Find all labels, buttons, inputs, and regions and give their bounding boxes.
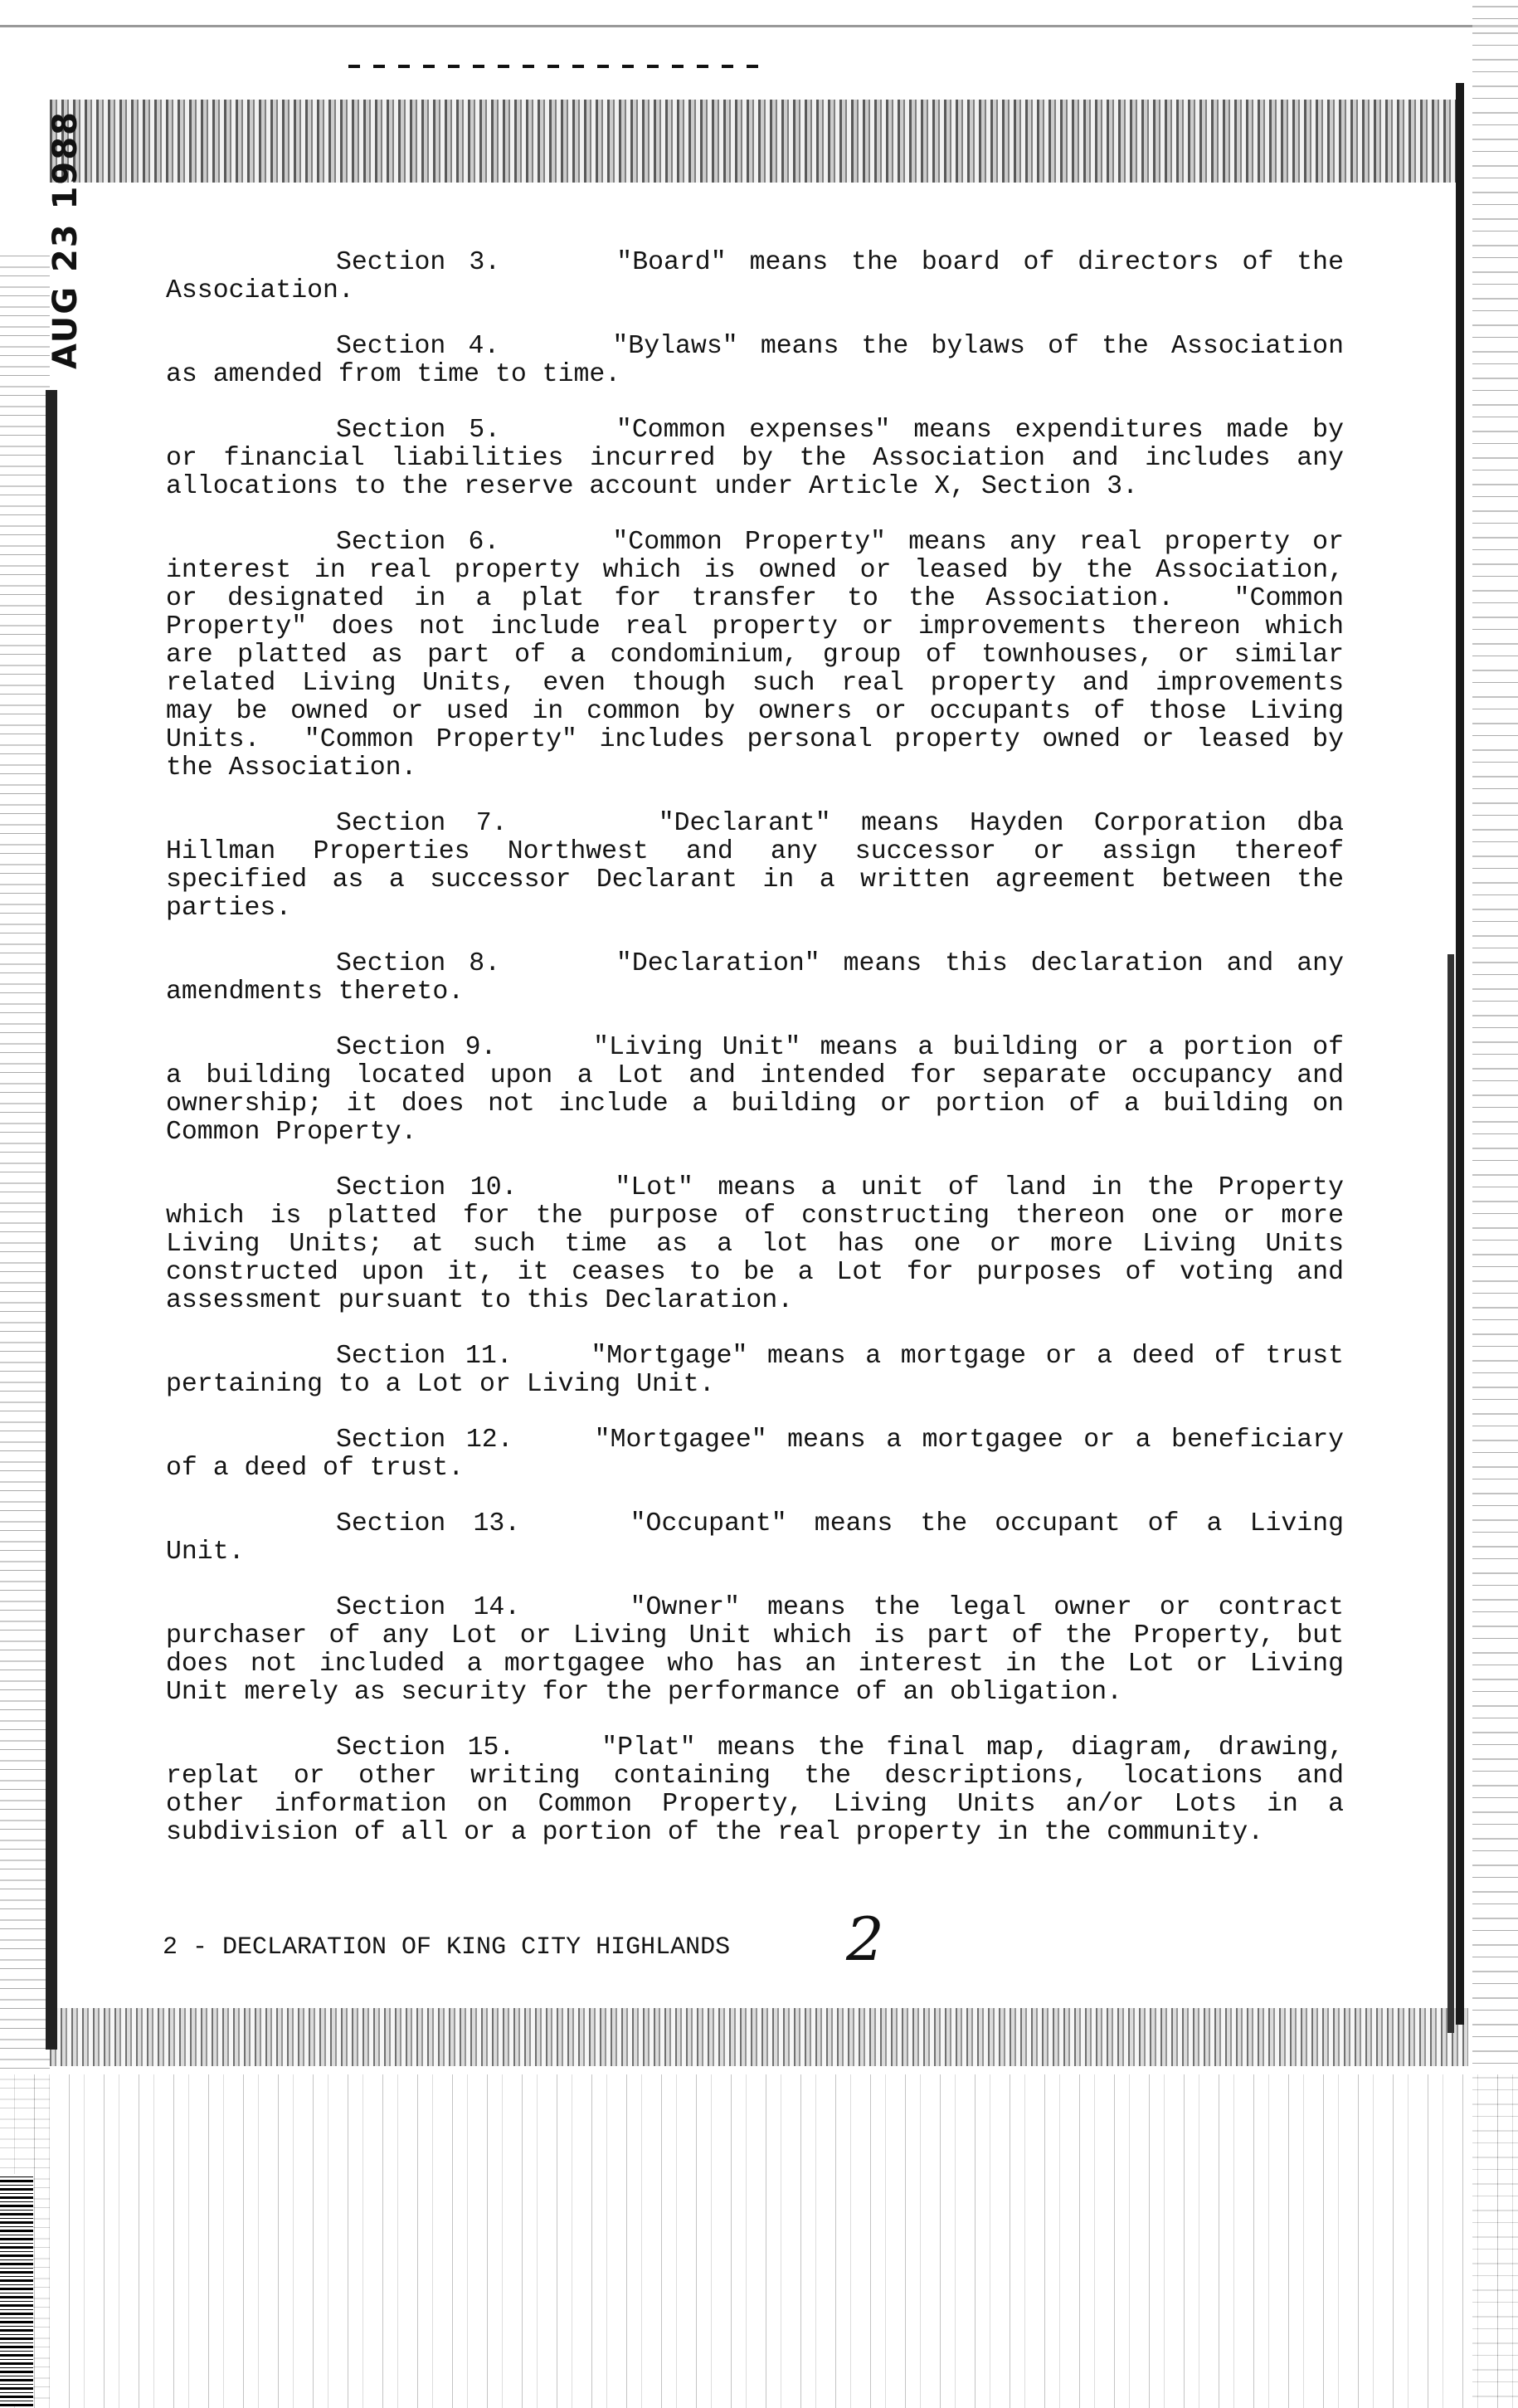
section-text-line: the Association.	[166, 753, 417, 782]
section-text-line: related Living Units, even though such real property and improvements	[166, 669, 1344, 698]
section-heading-line: Section 8. "Declaration" means this declaration and any	[336, 949, 1344, 978]
section-text-line: Unit merely as security for the performance of an obligation.	[166, 1678, 1123, 1707]
section-text-line: Property" does not include real property or improvements thereon which	[166, 612, 1344, 641]
section-heading-line: Section 14. "Owner" means the legal owner or contract	[336, 1593, 1344, 1622]
section-text-line: ownership; it does not include a building or portion of a building on	[166, 1089, 1344, 1119]
section-text-line: subdivision of all or a portion of the real property in the community.	[166, 1818, 1264, 1847]
section-text-line: are platted as part of a condominium, group of townhouses, or similar	[166, 641, 1344, 670]
section-heading-line: Section 5. "Common expenses" means expenditures made by	[336, 416, 1344, 445]
section-paragraph	[166, 1594, 1344, 1707]
section-paragraph	[166, 1034, 1344, 1147]
scan-dashed-rule	[348, 65, 763, 68]
scan-noise-bottom	[50, 2008, 1468, 2066]
scan-noise-top	[50, 100, 1460, 183]
section-text-line: as amended from time to time.	[166, 360, 621, 389]
section-text-line: replat or other writing containing the descriptions, locations and	[166, 1762, 1344, 1791]
section-text-line: Living Units; at such time as a lot has one or more Living Units	[166, 1230, 1344, 1259]
section-heading-line: Section 6. "Common Property" means any real property or	[336, 528, 1344, 557]
section-heading-line: Section 10. "Lot" means a unit of land in the Property	[336, 1173, 1344, 1202]
section-heading-line: Section 7. "Declarant" means Hayden Corporation dba	[336, 809, 1344, 838]
section-text-line: parties.	[166, 894, 292, 923]
section-heading-line: Section 4. "Bylaws" means the bylaws of the Association	[336, 332, 1344, 361]
section-heading-line: Section 11. "Mortgage" means a mortgage or a deed of trust	[336, 1342, 1344, 1371]
section-paragraph	[166, 810, 1344, 923]
section-paragraph	[166, 950, 1344, 1007]
scan-speckle-bottom	[0, 2074, 1518, 2408]
section-text-line: a building located upon a Lot and intended for separate occupancy and	[166, 1061, 1344, 1090]
section-text-line: amendments thereto.	[166, 977, 465, 1007]
date-received-stamp	[3, 110, 85, 382]
section-paragraph	[166, 1343, 1344, 1399]
section-text-line: Unit.	[166, 1538, 245, 1567]
section-paragraph	[166, 333, 1344, 389]
section-heading-line: Section 15. "Plat" means the final map, diagram, drawing,	[336, 1733, 1344, 1762]
section-heading-line: Section 9. "Living Unit" means a building or a portion of	[336, 1033, 1344, 1062]
section-text-line: of a deed of trust.	[166, 1454, 465, 1483]
section-text-line: which is platted for the purpose of constructing thereon one or more	[166, 1202, 1344, 1231]
section-text-line: or designated in a plat for transfer to the Association. "Common	[166, 584, 1344, 613]
section-text-line: constructed upon it, it ceases to be a Lot for purposes of voting and	[166, 1258, 1344, 1287]
section-text-line: or financial liabilities incurred by the Association and includes any	[166, 444, 1344, 473]
document-body	[166, 249, 1344, 1874]
section-text-line: interest in real property which is owned or leased by the Association,	[166, 556, 1344, 585]
section-paragraph	[166, 1734, 1344, 1847]
section-heading-line: Section 12. "Mortgagee" means a mortgagee or a beneficiary	[336, 1426, 1344, 1455]
barcode-strip	[0, 2174, 33, 2406]
section-paragraph	[166, 1174, 1344, 1315]
scan-right-edge	[1456, 83, 1464, 2025]
section-text-line: Common Property.	[166, 1118, 417, 1147]
section-text-line: does not included a mortgagee who has an interest in the Lot or Living	[166, 1650, 1344, 1679]
section-heading-line: Section 3. "Board" means the board of directors of the	[336, 248, 1344, 277]
section-text-line: specified as a successor Declarant in a written agreement between the	[166, 865, 1344, 894]
section-text-line: Units. "Common Property" includes personal property owned or leased by	[166, 725, 1344, 754]
section-paragraph	[166, 1510, 1344, 1567]
stamp-date: AUG 23 1988	[46, 110, 85, 369]
section-paragraph	[166, 417, 1344, 501]
handwritten-page-number	[838, 1908, 937, 1975]
page-number-mark: 2	[846, 1908, 884, 1974]
scan-left-edge	[46, 390, 57, 2050]
page-footer	[163, 1933, 730, 1962]
section-text-line: purchaser of any Lot or Living Unit which is part of the Property, but	[166, 1621, 1344, 1650]
section-paragraph	[166, 249, 1344, 305]
section-paragraph	[166, 1426, 1344, 1483]
scan-speckle-right	[1472, 0, 1518, 2408]
section-text-line: pertaining to a Lot or Living Unit.	[166, 1370, 715, 1399]
scan-top-rule	[0, 25, 1518, 27]
scan-right-edge-inner	[1447, 954, 1454, 2033]
section-text-line: may be owned or used in common by owners or occupants of those Living	[166, 697, 1344, 726]
section-text-line: assessment pursuant to this Declaration.	[166, 1286, 794, 1315]
section-text-line: Hillman Properties Northwest and any successor or assign thereof	[166, 837, 1344, 866]
section-paragraph	[166, 529, 1344, 782]
section-text-line: Association.	[166, 276, 354, 305]
section-text-line: other information on Common Property, Living Units an/or Lots in a	[166, 1790, 1344, 1819]
footer-title: 2 - DECLARATION OF KING CITY HIGHLANDS	[163, 1933, 731, 1962]
section-heading-line: Section 13. "Occupant" means the occupant of a Living	[336, 1509, 1344, 1538]
section-text-line: allocations to the reserve account under Article X, Section 3.	[166, 472, 1138, 501]
